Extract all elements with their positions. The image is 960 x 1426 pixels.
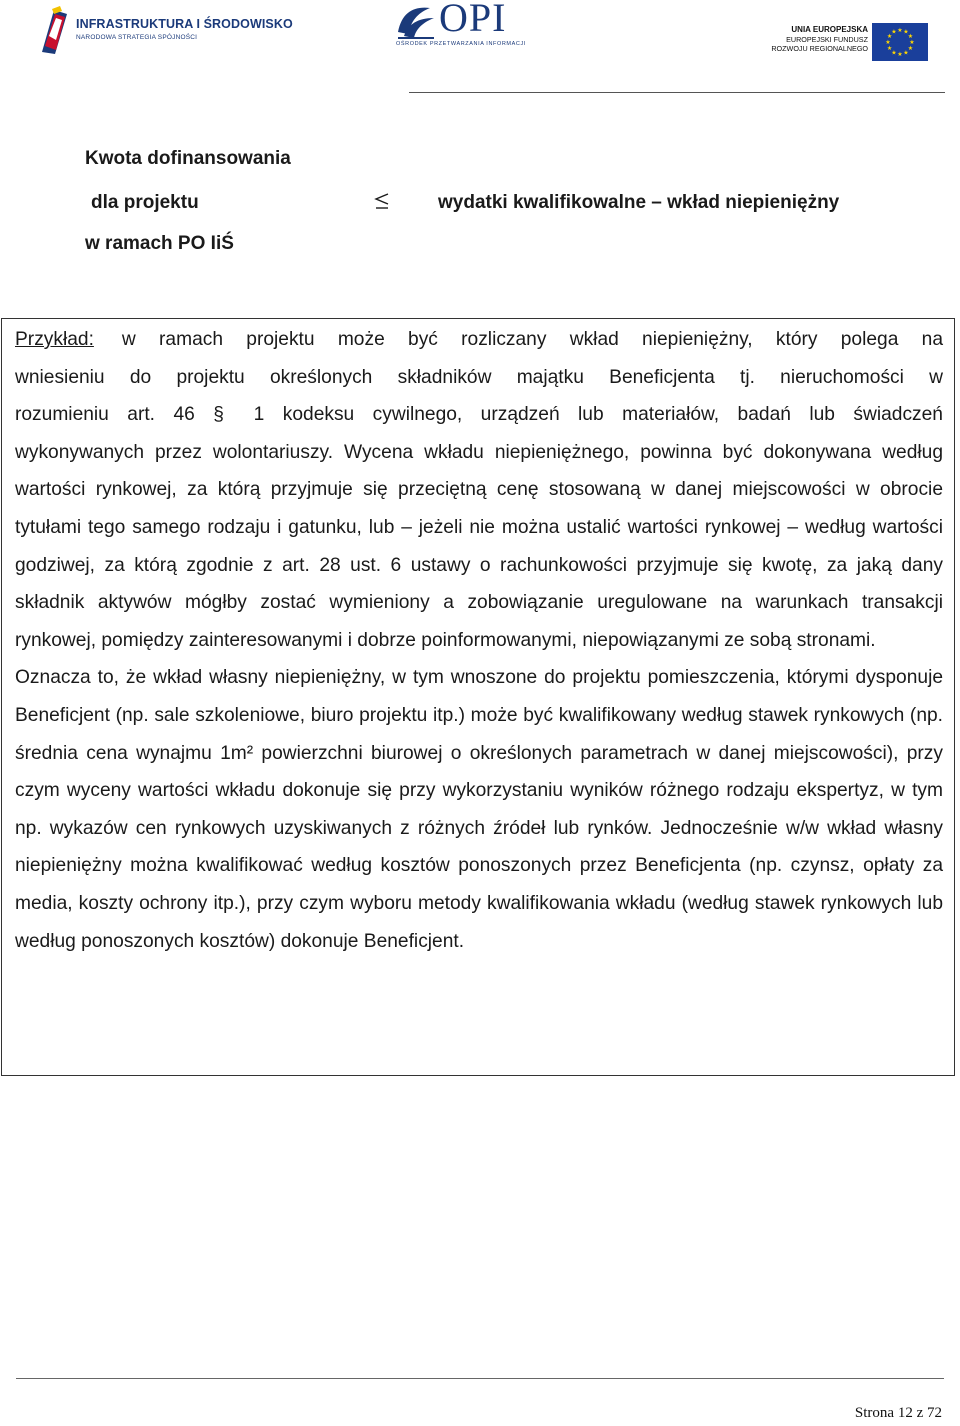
opi-symbol-icon — [396, 2, 436, 40]
svg-text:★: ★ — [886, 33, 893, 40]
example-line-1 — [15, 321, 943, 359]
logo-left-title: INFRASTRUKTURA I ŚRODOWISKO — [76, 17, 293, 31]
svg-text:★: ★ — [885, 39, 891, 46]
example-p1-line4: wykonywanych przez wolontariuszy. — [15, 441, 334, 463]
eu-logo-line1: UNIA EUROPEJSKA — [791, 25, 868, 34]
svg-text:★: ★ — [909, 39, 915, 46]
example-line-2: wniesieniu do projektu określonych składników majątku Beneficjenta tj. nieruchomości w — [15, 366, 943, 388]
eu-logo — [768, 23, 928, 63]
eu-logo-line2: EUROPEJSKI FUNDUSZ — [786, 34, 868, 44]
svg-text:★: ★ — [907, 33, 914, 40]
eu-logo-line3: ROZWOJU REGIONALNEGO — [771, 44, 868, 53]
infrastruktura-logo — [40, 6, 293, 56]
footer-page: 12 — [897, 1405, 913, 1421]
svg-text:★: ★ — [886, 45, 893, 52]
example-p1-line3a: rozumieniu art. 46 — [15, 404, 195, 426]
header-divider — [409, 92, 945, 93]
footer-strona: Strona — [854, 1405, 895, 1421]
example-p1-rest: Wycena wkładu niepieniężnego, powinna być dokonywana według wartości rynkowej, za którą przyjmuje się przeciętną cenę stosowaną w danej miejscowości w obrocie tytułami tego samego rodzaju i gatunku, lub – jeżeli nie można ustalić wartości rynkowej – według wartości godziwej, za którą zgodnie z art. 28 ust. 6 ustawy o rachunkowości przyjmuje się kwotę, za jaką dany składnik aktywów mógłby zostać wymieniony a zobowiązanie uregulowane na warunkach transakcji rynkowej, pomiędzy zainteresowanymi i dobrze poinformowanymi, niepowiązanymi ze sobą stronami. — [15, 441, 943, 651]
example-label: Przykład: — [15, 329, 94, 350]
example-text — [15, 321, 943, 960]
formula-right-side: wydatki kwalifikowalne – wkład niepieniężny — [438, 192, 840, 213]
polish-flag-logo-icon — [40, 6, 70, 54]
example-p1-line1: w ramach projektu może być rozliczany wkład niepieniężny, który polega na — [121, 329, 943, 350]
svg-text:★: ★ — [897, 27, 903, 34]
example-p1-line3b: 1 kodeksu cywilnego, urządzeń lub materiałów, badań lub świadczeń — [253, 404, 943, 426]
logo-center-subtitle: OŚRODEK PRZETWARZANIA INFORMACJI — [396, 41, 526, 47]
eu-flag-icon — [872, 23, 928, 61]
formula-program: w ramach PO IiŚ — [85, 233, 234, 254]
opi-logo — [396, 0, 526, 52]
page-header — [0, 0, 960, 95]
example-paragraph-2: Oznacza to, że wkład własny niepieniężny, w tym wnoszone do projektu pomieszczenia, którymi dysponuje Beneficjent (np. sale szkoleniowe, biuro projektu itp.) może być kwalifikowany według stawek rynkowych (np. średnia cena wynajmu 1m² powierzchni biurowej o określonych parametrach w danej miejscowości), przy czym wyceny wartości wkładu dokonuje się przy wykorzystaniu wyników różnego rodzaju ekspertyz, w tym np. wykazów cen rynkowych uzyskiwanych z różnych źródeł lub rynków. Jednocześnie w/w wkład własny niepieniężny można kwalifikować według kosztów ponoszonych przez Beneficjenta (np. czynsz, opłaty za media, koszty ochrony itp.), przy czym wyboru metody kwalifikowania wkładu (według stawek rynkowych lub według ponoszonych kosztów) dokonuje Beneficjent. — [15, 667, 943, 952]
formula-title: Kwota dofinansowania — [85, 148, 291, 169]
svg-text:★: ★ — [903, 49, 909, 57]
section-sign-icon: § — [213, 404, 224, 426]
example-paragraph-1-rest — [15, 434, 943, 660]
svg-text:★: ★ — [903, 28, 909, 36]
footer-z: z — [916, 1405, 924, 1421]
logo-left-subtitle: NARODOWA STRATEGIA SPÓJNOŚCI — [76, 34, 198, 41]
less-or-equal-icon — [374, 192, 390, 210]
svg-text:★: ★ — [907, 45, 914, 52]
svg-text:★: ★ — [897, 51, 903, 58]
formula-project-label: dla projektu — [91, 192, 199, 213]
svg-text:★: ★ — [891, 28, 897, 36]
example-line-3 — [15, 396, 943, 434]
footer-divider — [16, 1378, 944, 1379]
footer-total: 72 — [927, 1405, 942, 1421]
svg-text:★: ★ — [891, 49, 897, 57]
page-number — [855, 1405, 942, 1422]
logo-center-name: OPI — [439, 0, 507, 40]
